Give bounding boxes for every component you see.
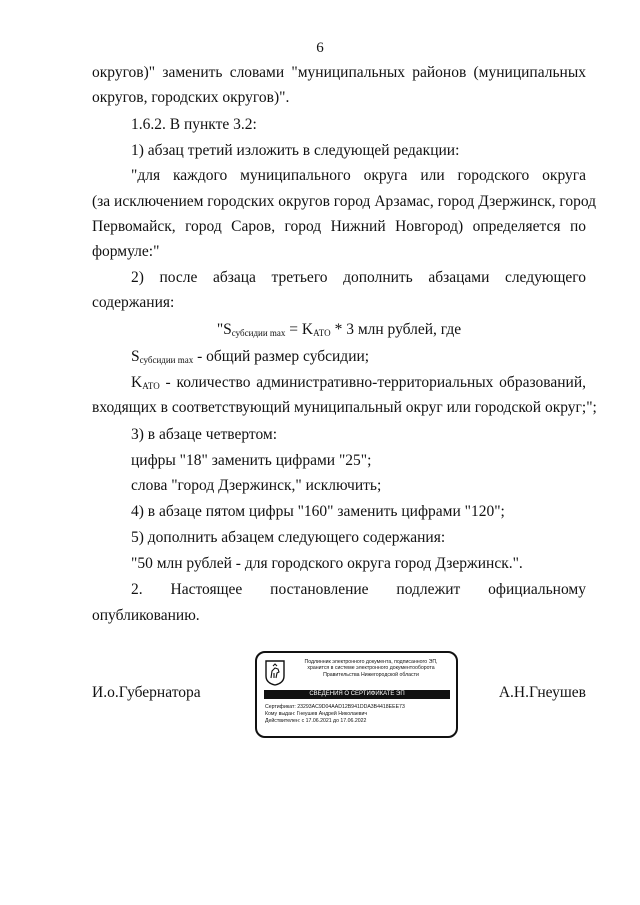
stamp-title: СВЕДЕНИЯ О СЕРТИФИКАТЕ ЭП: [264, 690, 450, 699]
text-line: 2) после абзаца третьего дополнить абзацами следующего: [131, 269, 586, 286]
text-line: слова "город Дзержинск," исключить;: [131, 477, 382, 494]
definition-line: $K_{АТО}$ - количество административно-территориальных образований,: [131, 374, 586, 391]
definition-line: $S_{субсидии max}$ - общий размер субсидии;: [131, 348, 370, 365]
text-line: 1) абзац третий изложить в следующей редакции:: [131, 142, 460, 159]
signatory-position: И.о.Губернатора: [92, 684, 201, 701]
text-line: "50 млн рублей - для городского округа город Дзержинск.".: [131, 555, 523, 572]
formula-line: "$S_{субсидии max} = K_{АТО} * 3$ млн рублей, где: [216, 321, 462, 338]
text-line: 1.6.2. В пункте 3.2:: [131, 116, 257, 133]
text-line: (за исключением городских округов город Арзамас, город Дзержинск, город: [92, 193, 597, 210]
page-number: 6: [316, 40, 324, 56]
text-line: цифры "18" заменить цифрами "25";: [131, 452, 372, 469]
coat-of-arms-icon: [265, 660, 285, 686]
text-line: 4) в абзаце пятом цифры "160" заменить цифрами "120";: [131, 503, 505, 520]
text-line: "для каждого муниципального округа или городского округа: [131, 167, 586, 184]
text-line: 3) в абзаце четвертом:: [131, 426, 278, 443]
text-line: 5) дополнить абзацем следующего содержания:: [131, 529, 446, 546]
signatory-name: А.Н.Гнеушев: [498, 684, 586, 701]
stamp-details: Сертификат: 23293AC9D04AAD12B941DDA3B4418EEE73 Кому выдан: Гнеушев Андрей Николаевич Действителен: с 17.06.2021 до 17.06.2022: [265, 704, 405, 724]
digital-signature-stamp: [255, 651, 458, 738]
text-line: содержания:: [92, 294, 175, 311]
text-line: округов, городских округов)".: [92, 89, 290, 106]
text-line: опубликованию.: [92, 607, 200, 624]
text-line: Первомайск, город Саров, город Нижний Новгород) определяется по: [92, 218, 586, 235]
text-line: округов)" заменить словами "муниципальных районов (муниципальных: [92, 64, 586, 81]
text-line: формуле:": [92, 243, 160, 260]
text-line: входящих в соответствующий муниципальный округ или городской округ;";: [92, 399, 597, 416]
text-line: 2. Настоящее постановление подлежит официальному: [131, 581, 586, 598]
stamp-header: Подлинник электронного документа, подписанного ЭП, хранится в системе электронного документооборота Правительства Нижегородской области: [304, 659, 438, 678]
